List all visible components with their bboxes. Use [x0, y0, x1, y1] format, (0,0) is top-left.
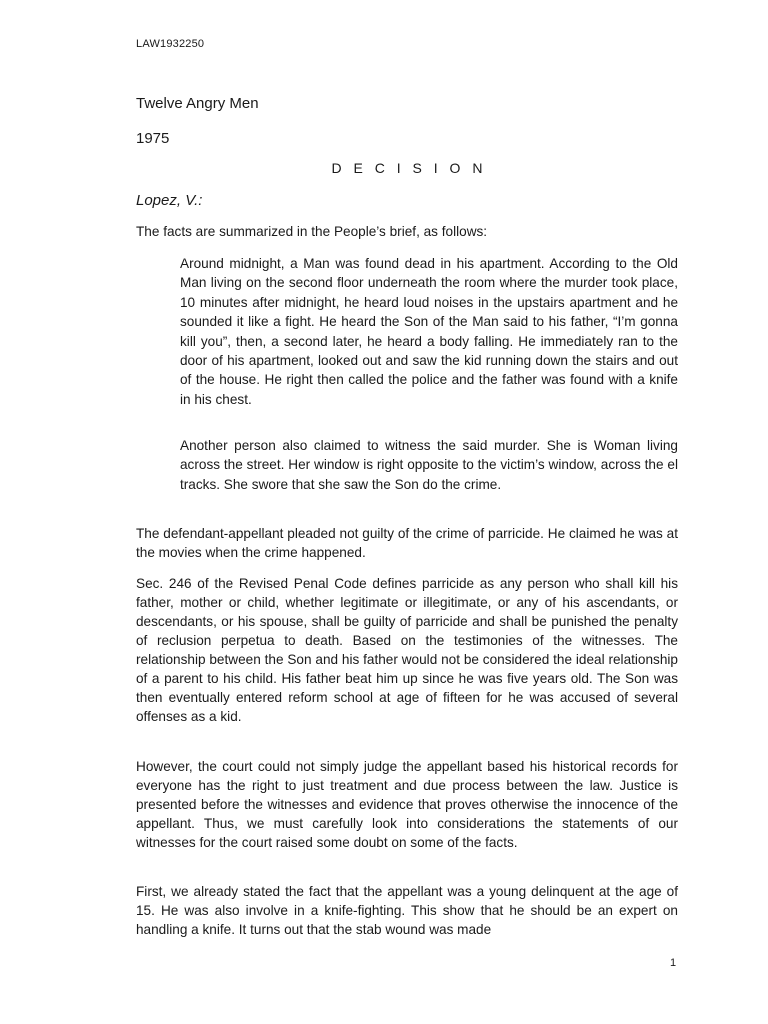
case-title: Twelve Angry Men: [136, 95, 259, 112]
paragraph: Sec. 246 of the Revised Penal Code defines parricide as any person who shall kill his father, mother or child, whether legitimate or illegitimate, or any of his ascendants, or descendants, or his spouse, shall be guilty of parricide and shall be punished the penalty of reclusion perpetua to death. Based on the testimonies of the witnesses. The relationship between the Son and his father would not be considered the ideal relationship of a parent to his child. His father beat him up since he was five years old. The Son was then eventually entered reform school at age of fifteen for he was accused of several offenses as a kid.: [136, 576, 678, 724]
decision-heading: D E C I S I O N: [331, 160, 487, 176]
intro-paragraph: The facts are summarized in the People’s brief, as follows:: [136, 224, 488, 239]
case-year: 1975: [136, 130, 170, 147]
ponente: Lopez, V.:: [136, 192, 203, 209]
block-quote: Another person also claimed to witness the said murder. She is Woman living across the street. Her window is right opposite to the victim’s window, across the el tracks. She swore that she saw the Son do the crime.: [180, 438, 678, 492]
paragraph: First, we already stated the fact that the appellant was a young delinquent at the age of 15. He was also involve in a knife-fighting. This show that he should be an expert on handling a knife. It turns out that the stab wound was made: [136, 884, 678, 937]
page-number: 1: [670, 957, 677, 969]
block-quote: Around midnight, a Man was found dead in his apartment. According to the Old Man living on the second floor underneath the room where the murder took place, 10 minutes after midnight, he heard loud noises in the upstairs apartment and he sounded it like a fight. He heard the Son of the Man said to his father, “I’m gonna kill you”, then, a second later, he heard a body falling. He immediately ran to the door of his apartment, looked out and saw the kid running down the stairs and out of the house. He right then called the police and the father was found with a knife in his chest.: [180, 256, 678, 407]
paragraph: However, the court could not simply judge the appellant based his historical records for everyone has the right to just treatment and due process between the law. Justice is presented before the witnesses and evidence that proves otherwise the innocence of the appellant. Thus, we must carefully look into considerations the statements of our witnesses for the court raised some doubt on some of the facts.: [136, 759, 678, 850]
document-code: LAW1932250: [136, 38, 205, 50]
paragraph: The defendant-appellant pleaded not guilty of the crime of parricide. He claimed he was at the movies when the crime happened.: [136, 526, 678, 560]
